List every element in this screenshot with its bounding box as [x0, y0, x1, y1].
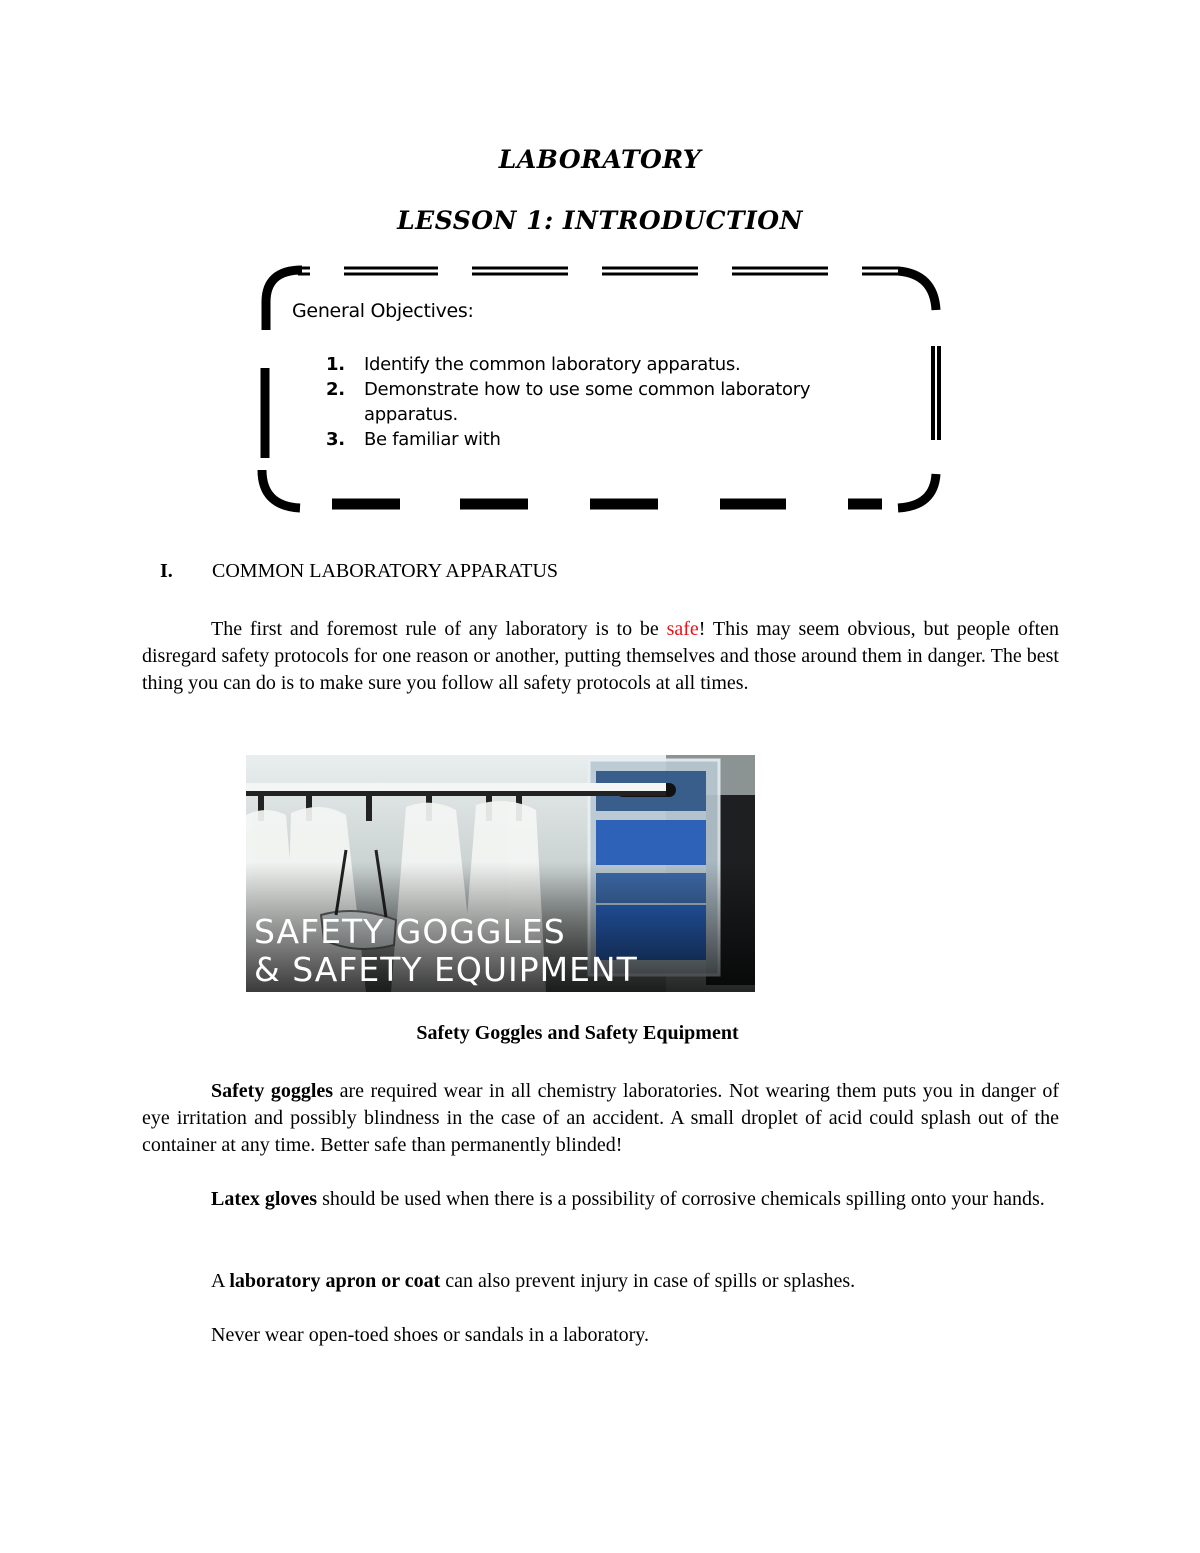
- lesson-title: LESSON 1: INTRODUCTION: [397, 206, 803, 235]
- figure-caption: Safety Goggles and Safety Equipment: [416, 1022, 739, 1044]
- objectives-box: [250, 262, 950, 514]
- intro-paragraph: [142, 616, 1059, 697]
- goggles-paragraph: [142, 1078, 1059, 1159]
- safety-equipment-photo: [246, 755, 755, 992]
- intro-text-end: ! This may seem obvious, but people often disregard safety protocols for one reason or another, putting themselves and those around them in danger. The best thing you can do is to make sure you follow all safety protocols at all times.: [142, 618, 1060, 694]
- section-heading: [160, 560, 558, 583]
- objective-text: Identify the common laboratory apparatus.: [364, 354, 741, 375]
- gloves-text: should be used when there is a possibility of corrosive chemicals spilling onto your hands.: [317, 1188, 1045, 1210]
- section-numeral: I.: [160, 560, 173, 582]
- objective-text: Be familiar with: [364, 429, 501, 450]
- objective-item: [326, 352, 846, 377]
- term-lab-apron: laboratory apron or coat: [229, 1270, 441, 1292]
- list-number: 1.: [326, 354, 345, 375]
- gloves-paragraph: [142, 1186, 1059, 1213]
- apron-paragraph: [142, 1268, 1059, 1295]
- list-number: 3.: [326, 429, 345, 450]
- term-safety-goggles: Safety goggles: [211, 1080, 334, 1102]
- photo-overlay-line1: SAFETY GOGGLES: [254, 912, 566, 951]
- objectives-list: [326, 352, 846, 452]
- term-latex-gloves: Latex gloves: [211, 1188, 318, 1210]
- shoes-paragraph: Never wear open-toed shoes or sandals in a laboratory.: [211, 1324, 649, 1346]
- objective-item: [326, 377, 846, 427]
- document-title: LABORATORY: [498, 145, 702, 174]
- list-number: 2.: [326, 379, 345, 400]
- apron-text: can also prevent injury in case of spills or splashes.: [440, 1270, 856, 1292]
- photo-overlay-line2: & SAFETY EQUIPMENT: [254, 950, 638, 989]
- objective-item: [326, 427, 846, 452]
- objective-text: Demonstrate how to use some common laboratory apparatus.: [364, 379, 811, 425]
- objectives-heading: General Objectives:: [292, 300, 474, 322]
- apron-prefix: A: [211, 1270, 230, 1292]
- intro-text-start: The first and foremost rule of any laboratory is to be: [211, 618, 667, 640]
- highlight-word-safe: safe: [666, 618, 699, 640]
- section-heading-text: COMMON LABORATORY APPARATUS: [212, 560, 559, 582]
- goggles-text: are required wear in all chemistry laboratories. Not wearing them puts you in danger of eye irritation and possibly blindness in the case of an accident. A small droplet of acid could splash out of the container at any time. Better safe than permanently blinded!: [142, 1080, 1059, 1156]
